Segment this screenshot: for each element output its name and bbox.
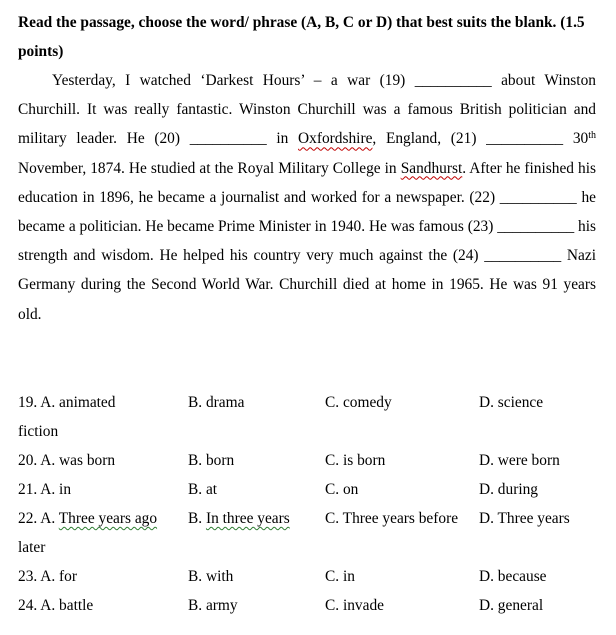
question-23-row: [18, 562, 598, 591]
question-19-row: [18, 388, 598, 417]
q24-option-d: D. general: [479, 597, 544, 614]
passage-text-6: . After he finished his education in 1896, he became a journalist and worked for a newspaper. (22): [18, 159, 597, 206]
passage-text-5: November, 1874. He studied at the Royal Military College in: [18, 159, 397, 177]
q22-option-b-prefix: B.: [188, 510, 206, 527]
passage-text-7: he became a politician. He became Prime Minister in 1940. He was famous (23): [18, 188, 596, 236]
blank-23: __________: [497, 218, 575, 236]
q24-option-a: 24. A. battle: [18, 597, 94, 614]
q23-option-c: C. in: [325, 568, 355, 585]
q24-option-b: B. army: [188, 597, 238, 614]
q22-wrap-text: later: [18, 539, 46, 556]
q19-wrap-text: fiction: [18, 423, 59, 440]
q22-option-b-text: In three years: [205, 510, 290, 527]
q21-option-a: 21. A. in: [18, 481, 72, 498]
q20-option-a: 20. A. was born: [18, 452, 116, 469]
passage-text-3: in: [276, 130, 289, 148]
q20-option-c: C. is born: [325, 452, 386, 469]
question-24-row: [18, 591, 598, 620]
document-page: [18, 8, 596, 329]
q19-option-d: D. science: [479, 394, 544, 411]
blank-22: __________: [499, 188, 577, 206]
q19-option-a: 19. A. animated: [18, 394, 116, 411]
q20-option-b: B. born: [188, 452, 235, 469]
spellcheck-word-sandhurst: Sandhurst: [400, 159, 463, 177]
blank-20: __________: [189, 130, 267, 148]
instruction-heading: Read the passage, choose the word/ phrase (A, B, C or D) that best suits the blank. (1.5 points): [18, 14, 585, 60]
question-21-row: [18, 475, 598, 504]
blank-24: __________: [484, 247, 562, 265]
passage-text-1: Yesterday, I watched ‘Darkest Hours’ – a war (19): [52, 72, 406, 89]
spellcheck-word-oxfordshire: Oxfordshire: [298, 130, 373, 148]
q22-option-a-prefix: 22. A.: [18, 510, 59, 527]
q22-option-a: [18, 504, 157, 533]
blank-21: __________: [486, 130, 564, 148]
date-number: 30: [572, 130, 589, 148]
reading-passage: [18, 66, 596, 329]
passage-text-2: about Winston Churchill. It was really fantastic. Winston Churchill was a famous British politician and military leader. He (20): [18, 72, 596, 148]
answer-options: [18, 388, 598, 620]
q23-option-d: D. because: [479, 568, 547, 585]
passage-text-4: , England, (21): [372, 130, 477, 148]
q21-option-c: C. on: [325, 481, 359, 498]
q21-option-d: D. during: [479, 481, 538, 498]
passage-text-8: his strength and wisdom. He helped his country very much against the (24): [18, 218, 596, 265]
question-22-row: [18, 504, 598, 533]
q21-option-b: B. at: [188, 481, 218, 498]
blank-19: __________: [414, 72, 492, 89]
date-superscript: th: [588, 130, 596, 142]
q22-option-a-text: Three years ago: [58, 510, 158, 527]
q23-option-a: 23. A. for: [18, 568, 77, 585]
q19-option-b: B. drama: [188, 394, 245, 411]
passage-text-9: Nazi Germany during the Second World War. Churchill died at home in 1965. He was 91 years old.: [18, 247, 596, 323]
q19-option-c: C. comedy: [325, 394, 392, 411]
q22-option-d: D. Three years: [479, 510, 570, 527]
q20-option-d: D. were born: [479, 452, 560, 469]
q22-option-c: C. Three years before: [325, 510, 459, 527]
question-20-row: [18, 446, 598, 475]
q23-option-b: B. with: [188, 568, 234, 585]
q22-option-b: [188, 504, 290, 533]
q24-option-c: C. invade: [325, 597, 384, 614]
